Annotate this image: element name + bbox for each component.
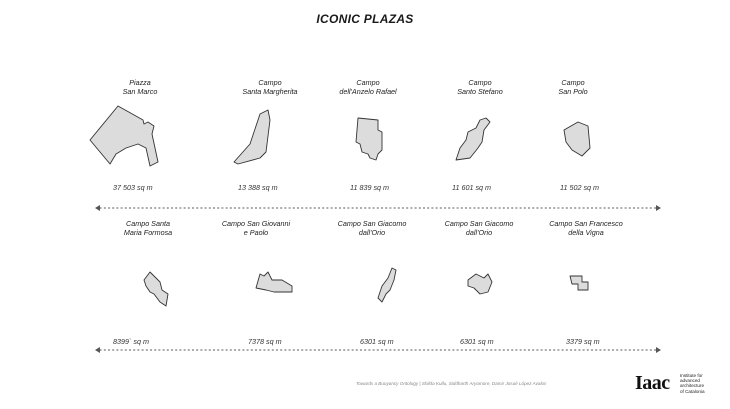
plaza-label-santa-maria-formosa: Campo Santa Maria Formosa bbox=[123, 219, 173, 237]
arrow-right-icon bbox=[656, 347, 661, 353]
iaac-logo: Iaac bbox=[635, 372, 670, 394]
plaza-label-santo-stefano: Campo Santo Stefano bbox=[457, 78, 503, 96]
plaza-area-santo-stefano: 11 601 sq m bbox=[452, 183, 492, 192]
plaza-area-san-giovanni-paolo: 7378 sq m bbox=[248, 337, 282, 346]
plaza-area-san-polo: 11 502 sq m bbox=[560, 183, 600, 192]
plaza-area-san-giacomo-1: 6301 sq m bbox=[360, 337, 394, 346]
plaza-label-san-marco: Piazza San Marco bbox=[122, 78, 158, 96]
plaza-label-san-francesco: Campo San Francesco della Vigna bbox=[549, 219, 623, 237]
credit-line: Towards a Buoyancy Ontology | Shilda Kullu, Siddharth Aryomore, Damir Josué López Avalos bbox=[356, 381, 547, 386]
plaza-area-santa-maria-formosa: 8399` sq m bbox=[113, 337, 149, 346]
plaza-area-san-francesco: 3379 sq m bbox=[566, 337, 600, 346]
plaza-area-san-giacomo-2: 6301 sq m bbox=[460, 337, 494, 346]
plaza-area-san-marco: 37 503 sq m bbox=[113, 183, 153, 192]
arrow-left-icon bbox=[95, 347, 100, 353]
arrow-right-icon bbox=[656, 205, 661, 211]
plaza-area-anzelo-rafael: 11 839 sq m bbox=[350, 183, 390, 192]
plaza-label-san-giacomo-1: Campo San Giacomo dall'Orio bbox=[337, 219, 407, 237]
axis-row-1 bbox=[95, 205, 661, 211]
page-title: ICONIC PLAZAS bbox=[316, 12, 414, 26]
plaza-label-anzelo-rafael: Campo dell'Anzelo Rafael bbox=[339, 78, 397, 96]
arrow-left-icon bbox=[95, 205, 100, 211]
iaac-logo-text: Institute for advanced architecture of Catalonia bbox=[680, 373, 705, 394]
plaza-label-san-giacomo-2: Campo San Giacomo dall'Orio bbox=[444, 219, 514, 237]
axis-row-2 bbox=[95, 347, 661, 353]
plaza-label-santa-margherita: Campo Santa Margherita bbox=[242, 78, 298, 96]
plaza-area-santa-margherita: 13 388 sq m bbox=[238, 183, 278, 192]
plaza-label-san-giovanni-paolo: Campo San Giovanni e Paolo bbox=[221, 219, 291, 237]
plaza-label-san-polo: Campo San Polo bbox=[558, 78, 588, 96]
